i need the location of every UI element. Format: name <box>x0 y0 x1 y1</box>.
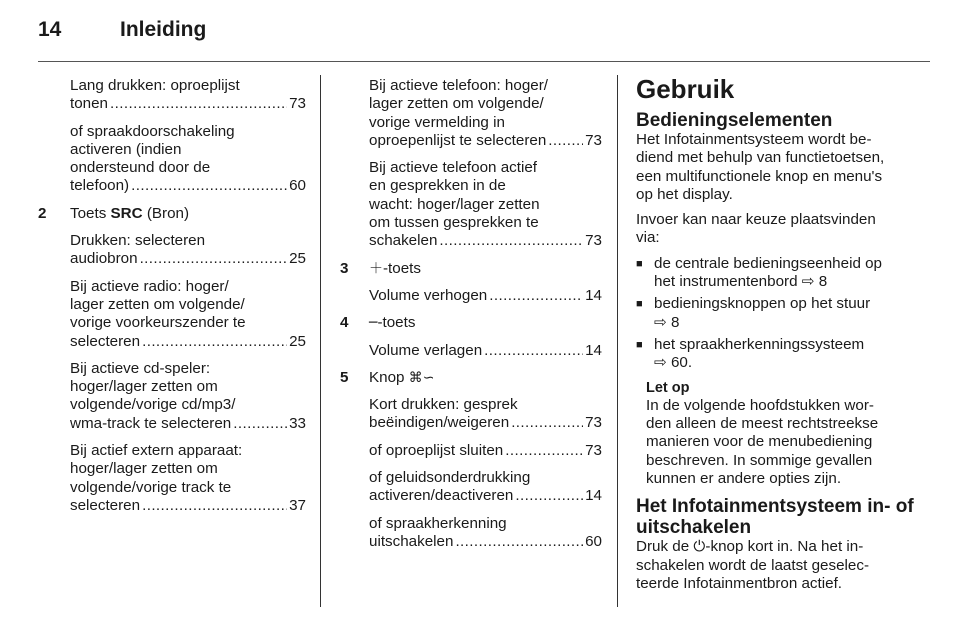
numbered-item-2: 2 Toets SRC (Bron) <box>38 204 190 222</box>
note-box: Let op In de volgende hoofdstukken wor- den alleen de meest rechtstreekse manieren voor de menubediening beschreven. In sommige gevallen kunnen er andere opties zijn. <box>636 379 932 489</box>
column-3 <box>636 74 932 593</box>
toc-entry: of spraakherkenning uitschakelen ..... 60 <box>340 515 602 552</box>
plus-icon: ＋ <box>369 260 383 277</box>
toc-entry: Bij actieve radio: hoger/ lager zetten om volgende/ vorige voorkeurszender te selecteren ..... 25 <box>38 278 306 351</box>
list-item: ■ bedieningsknoppen op het stuur ⇨ 8 <box>636 295 871 331</box>
page-ref: 25 <box>289 250 306 268</box>
header-rule <box>38 61 930 62</box>
page-ref: 73 <box>289 95 306 113</box>
item-number: 2 <box>38 204 47 222</box>
page-ref: 73 <box>585 232 602 250</box>
subsection-title: Het Infotainmentsysteem in- of uitschakelen <box>636 496 914 539</box>
section-title: Gebruik <box>636 74 735 104</box>
input-paragraph: Invoer kan naar keuze plaatsvinden via: <box>636 211 876 247</box>
toc-entry: Drukken: selecteren audiobron ..... 25 <box>38 232 306 269</box>
column-2 <box>340 77 602 560</box>
toc-entry: of spraakdoorschakeling activeren (indien ondersteund door de telefoon) ..... 60 <box>38 123 306 196</box>
column-divider-2 <box>617 75 618 607</box>
page-ref: 14 <box>585 487 602 505</box>
src-key-label: SRC <box>110 204 143 222</box>
minus-icon: ─ <box>369 315 378 332</box>
bullet-square-icon: ■ <box>636 257 643 270</box>
note-title: Let op <box>646 379 690 396</box>
toc-entry: Kort drukken: gesprek beëindigen/weigeren ..... 73 <box>340 396 602 433</box>
toc-entry: Volume verhogen ..... 14 <box>340 287 602 305</box>
chapter-title: Inleiding <box>120 18 207 41</box>
intro-paragraph: Het Infotainmentsysteem wordt be- diend met behulp van functietoetsen, een multifunctionele knop en menu's op het display. <box>636 131 885 203</box>
column-divider-1 <box>320 75 321 607</box>
toc-entry: Bij actief extern apparaat: hoger/lager zetten om volgende/vorige track te selecteren ..... 37 <box>38 442 306 515</box>
list-item: ■ de centrale bedieningseenheid op het instrumentenbord ⇨ 8 <box>636 254 882 291</box>
numbered-item-5: 5 Knop ⌘∽ <box>340 368 435 386</box>
toc-entry: Lang drukken: oproeplijst tonen ..... 73 <box>38 77 306 114</box>
page-ref: 25 <box>289 332 306 350</box>
toc-entry: of oproeplijst sluiten ..... 73 <box>340 442 602 460</box>
bullet-square-icon: ■ <box>636 298 643 311</box>
numbered-item-4: 4 ─-toets <box>340 314 416 332</box>
subsection-title: Bedieningselementen <box>636 110 833 131</box>
item-number: 5 <box>340 368 349 386</box>
page-ref: 14 <box>585 286 602 304</box>
page-number: 14 <box>38 18 62 41</box>
toc-entry: of geluidsonderdrukking activeren/deactiveren ..... 14 <box>340 469 602 506</box>
page-ref: 60 <box>585 532 602 550</box>
toc-entry: Bij actieve telefoon actief en gesprekken in de wacht: hoger/lager zetten om tussen gesprekken te schakelen ..... 73 <box>340 159 602 250</box>
toc-entry: Volume verlagen ..... 14 <box>340 342 602 360</box>
voice-mute-hangup-icon: ⌘∽ <box>408 369 435 386</box>
bullet-square-icon: ■ <box>636 338 643 351</box>
item-number: 4 <box>340 314 349 332</box>
toc-entry: Bij actieve telefoon: hoger/ lager zetten om volgende/ vorige vermelding in oproepenlijst te selecteren ..... 73 <box>340 77 602 150</box>
page-ref: 14 <box>585 341 602 359</box>
numbered-item-3: 3 ＋-toets <box>340 259 421 277</box>
page-ref: 60 <box>289 177 306 195</box>
page-ref: 73 <box>585 441 602 459</box>
column-1 <box>38 77 306 524</box>
toc-entry: Bij actieve cd-speler: hoger/lager zetten om volgende/vorige cd/mp3/ wma-track te selecteren ..... 33 <box>38 360 306 433</box>
page-ref: 37 <box>289 496 306 514</box>
power-paragraph: Druk de ⏻-knop kort in. Na het in- schakelen wordt de laatst geselec- teerde Infotainmentbron actief. <box>636 538 870 592</box>
list-item: ■ het spraakherkenningssysteem ⇨ 60. <box>636 335 865 372</box>
item-number: 3 <box>340 259 349 277</box>
page-ref: 73 <box>585 414 602 432</box>
page-ref: 33 <box>289 414 306 432</box>
page-ref: 73 <box>585 131 602 149</box>
